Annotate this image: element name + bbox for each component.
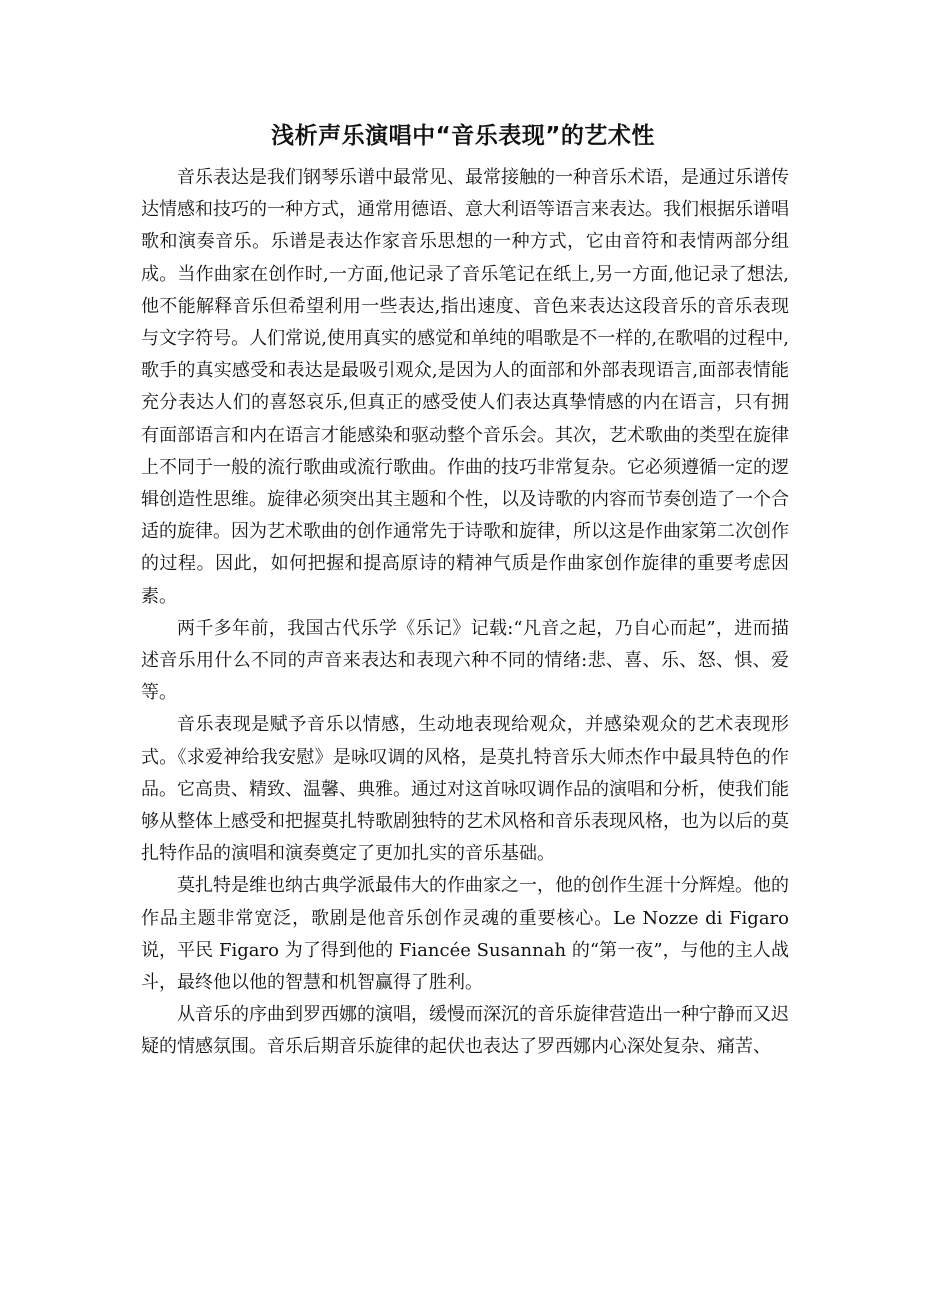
paragraph-1: 音乐表达是我们钢琴乐谱中最常见、最常接触的一种音乐术语，是通过乐谱传达情感和技巧的一种方式，通常用德语、意大利语等语言来表达。我们根据乐谱唱歌和演奏音乐。乐谱是表达作家音乐思想的一种方式，它由音符和表情两部分组成。当作曲家在创作时,一方面,他记录了音乐笔记在纸上,另一方面,他记录了想法,他不能解释音乐但希望利用一些表达,指出速度、音色来表达这段音乐的音乐表现与文字符号。人们常说,使用真实的感觉和单纯的唱歌是不一样的,在歌唱的过程中,歌手的真实感受和表达是最吸引观众,是因为人的面部和外部表现语言,面部表情能充分表达人们的喜怒哀乐,但真正的感受使人们表达真挚情感的内在语言，只有拥有面部语言和内在语言才能感染和驱动整个音乐会。其次，艺术歌曲的类型在旋律上不同于一般的流行歌曲或流行歌曲。作曲的技巧非常复杂。它必须遵循一定的逻辑创造性思维。旋律必须突出其主题和个性，以及诗歌的内容而节奏创造了一个合适的旋律。因为艺术歌曲的创作通常先于诗歌和旋律，所以这是作曲家第二次创作的过程。因此，如何把握和提高原诗的精神气质是作曲家创作旋律的重要考虑因素。 xyxy=(141,167,789,607)
paragraph-5: 从音乐的序曲到罗西娜的演唱，缓慢而深沉的音乐旋律营造出一种宁静而又迟疑的情感氛围。音乐后期音乐旋律的起伏也表达了罗西娜内心深处复杂、痛苦、 xyxy=(141,1004,789,1058)
document-title: 浅析声乐演唱中“音乐表现”的艺术性 xyxy=(271,123,655,149)
document-body xyxy=(141,162,789,1064)
paragraph-4: 莫扎特是维也纳古典学派最伟大的作曲家之一，他的创作生涯十分辉煌。他的作品主题非常宽泛，歌剧是他音乐创作灵魂的重要核心。Le Nozze di Figaro 说，平民 Figaro 为了得到他的 Fiancée Susannah 的“第一夜”，与他的主人战斗，最终他以他的智慧和机智赢得了胜利。 xyxy=(141,875,789,994)
paragraph-2: 两千多年前，我国古代乐学《乐记》记载:“凡音之起，乃自心而起”，进而描述音乐用什么不同的声音来表达和表现六种不同的情绪:悲、喜、乐、怒、惧、爱等。 xyxy=(141,617,789,704)
paragraph-3: 音乐表现是赋予音乐以情感，生动地表现给观众，并感染观众的艺术表现形式。《求爱神给我安慰》是咏叹调的风格，是莫扎特音乐大师杰作中最具特色的作品。它高贵、精致、温馨、典雅。通过对这首咏叹调作品的演唱和分析，使我们能够从整体上感受和把握莫扎特歌剧独特的艺术风格和音乐表现风格，也为以后的莫扎特作品的演唱和演奏奠定了更加扎实的音乐基础。 xyxy=(141,714,789,865)
